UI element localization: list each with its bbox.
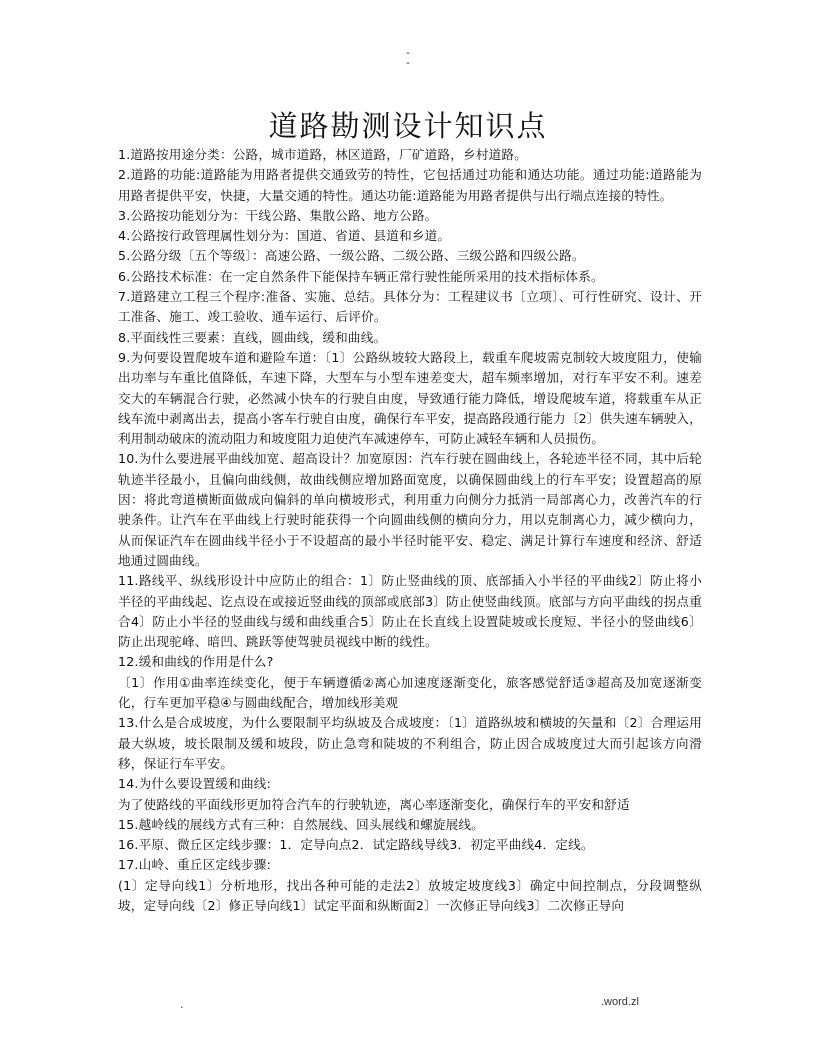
footer-dot: .: [180, 998, 184, 1011]
paragraph: 16.平原、微丘区定线步骤：1．定导向点2．试定路线导线3．初定平曲线4．定线。: [118, 837, 594, 853]
paragraph: 13.什么是合成坡度，为什么要限制平均纵坡及合成坡度：〔1〕道路纵坡和横坡的矢量和〔2〕合理运用最大纵坡，坡长限制及缓和坡段，防止急弯和陡坡的不利组合，防止因合成坡度过大而引起该方向滑移，保证行车平安。: [118, 715, 702, 771]
paragraph: 15.越岭线的展线方式有三种：自然展线、回头展线和螺旋展线。: [118, 816, 485, 832]
paragraph: 12.缓和曲线的作用是什么?: [118, 654, 274, 670]
paragraph: 1.道路按用途分类：公路，城市道路，林区道路，厂矿道路，乡村道路。: [118, 147, 528, 162]
paragraph: (1〕定导向线1〕分析地形，找出各种可能的走法2〕放坡定坡度线3〕确定中间控制点，分段调整纵坡，定导向线〔2〕修正导向线1〕试定平面和纵断面2〕一次修正导向线3〕二次修正导向: [118, 877, 702, 913]
footer-text: .word.zl: [601, 996, 639, 1008]
paragraph: 17.山岭、重丘区定线步骤:: [118, 857, 272, 873]
paragraph: 8.平面线性三要素：直线，圆曲线，缓和曲线。: [118, 329, 387, 345]
paragraph: 为了使路线的平面线形更加符合汽车的行驶轨迹，离心率逐渐变化，确保行车的平安和舒适: [118, 796, 630, 812]
paragraph: 6.公路技术标准：在一定自然条件下能保持车辆正常行驶性能所采用的技术指标体系。: [118, 268, 604, 284]
paragraph: 3.公路按功能划分为：干线公路、集散公路、地方公路。: [118, 207, 438, 223]
paragraph: 5.公路分级〔五个等级〕：高速公路、一级公路、二级公路、三级公路和四级公路。: [118, 248, 585, 264]
paragraph: 10.为什么要进展平曲线加宽、超高设计？加宽原因：汽车行驶在圆曲线上，各轮迹半径不同，其中后轮轨迹半径最小，且偏向曲线侧，故曲线侧应增加路面宽度，以确保圆曲线上的行车平安；设置超高的原因：将此弯道横断面做成向偏斜的单向横坡形式，利用重力向侧分力抵消一局部离心力，改善汽车的行驶条件。让汽车在平曲线上行驶时能获得一个向圆曲线侧的横向分力，用以克制离心力，减少横向力，从而保证汽车在圆曲线半径小于不设超高的最小半径时能平安、稳定、满足计算行车速度和经济、舒适地通过圆曲线。: [118, 451, 702, 568]
paragraph: 14.为什么要设置缓和曲线:: [118, 776, 272, 792]
paragraph: 2.道路的功能:道路能为用路者提供交通致劳的特性，它包括通过功能和通达功能。通过功能:道路能为用路者提供平安，快捷，大量交通的特性。通达功能:道路能为用路者提供与出行端点连接的特性。: [118, 167, 702, 203]
paragraph: 〔1〕作用①曲率连续变化，便于车辆遵循②离心加速度逐渐变化，旅客感觉舒适③超高及加宽逐渐变化，行车更加平稳④与圆曲线配合，增加线形美观: [118, 674, 702, 711]
document-title: 道路勘测设计知识点: [268, 109, 548, 143]
document-body: [118, 145, 702, 916]
paragraph: 4.公路按行政管理属性划分为：国道、省道、县道和乡道。: [118, 228, 451, 244]
paragraph: 9.为何要设置爬坡车道和避险车道：〔1〕公路纵坡较大路段上，载重车爬坡需克制较大坡度阻力，使输出功率与车重比值降低，车速下降，大型车与小型车速差变大，超车频率增加，对行车平安不利。速差交大的车辆混合行驶，必然减小快车的行驶自由度，导致通行能力降低，增设爬坡车道，将载重车从正线车流中剥离出去，提高小客车行驶自由度，确保行车平安，提高路段通行能力〔2〕供失速车辆驶入，利用制动破床的流动阻力和坡度阻力迫使汽车减速停车，可防止减轻车辆和人员损伤。: [118, 349, 702, 447]
header-mark: - -: [406, 46, 410, 69]
paragraph: 11.路线平、纵线形设计中应防止的组合：1〕防止竖曲线的顶、底部插入小半径的平曲线2〕防止将小半径的平曲线起、讫点设在或接近竖曲线的顶部或底部3〕防止使竖曲线顶。底部与方向平曲线的拐点重合4〕防止小半径的竖曲线与缓和曲线重合5〕防止在长直线上设置陡坡或长度短、半径小的竖曲线6〕防止出现驼峰、暗凹、跳跃等使驾驶员视线中断的线性。: [118, 573, 702, 650]
paragraph: 7.道路建立工程三个程序:准备、实施、总结。具体分为：工程建议书〔立项〕、可行性研究、设计、开工准备、施工、竣工验收、通车运行、后评价。: [118, 289, 702, 325]
